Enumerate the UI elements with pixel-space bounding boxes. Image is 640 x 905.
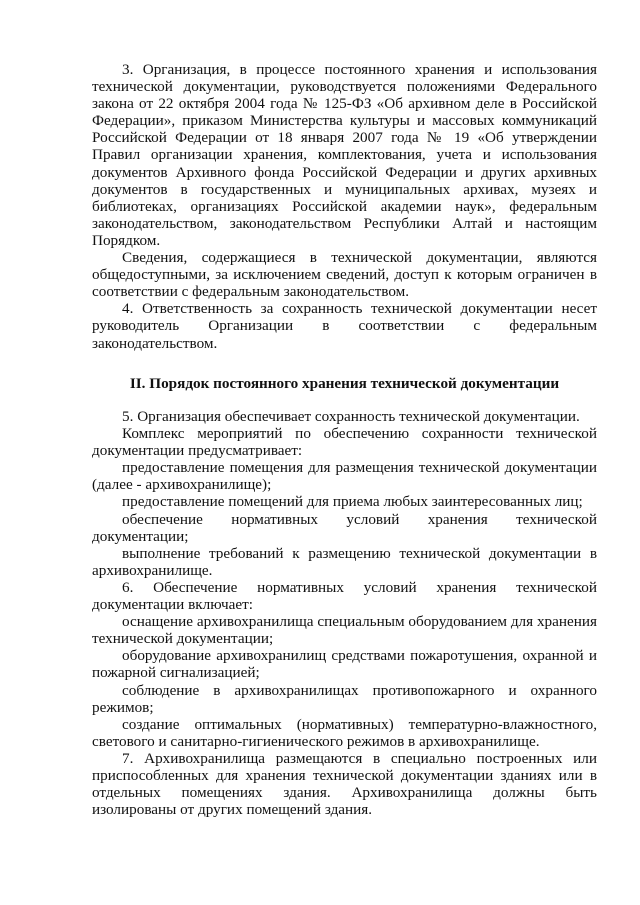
list-item: обеспечение нормативных условий хранения технической документации; xyxy=(92,510,597,545)
list-item: оборудование архивохранилищ средствами пожаротушения, охранной и пожарной сигнализацией; xyxy=(92,647,597,682)
paragraph-5: 5. Организация обеспечивает сохранность технической документации. xyxy=(122,408,580,425)
list-item: оснащение архивохранилища специальным оборудованием для хранения технической документации; xyxy=(92,613,597,648)
page-content xyxy=(92,61,597,819)
paragraph-7: 7. Архивохранилища размещаются в специально построенных или приспособленных для хранения технической документации зданиях или в отдельных помещениях здания. Архивохранилища должны быть изолированы от других помещений здания. xyxy=(92,749,597,819)
list-item: соблюдение в архивохранилищах противопожарного и охранного режимов; xyxy=(92,681,597,716)
paragraph-measures: Комплекс мероприятий по обеспечению сохранности технической документации предусматривает: xyxy=(92,425,597,460)
list-item: предоставление помещения для размещения технической документации (далее - архивохранилище); xyxy=(92,459,597,494)
section-1-body xyxy=(92,61,597,352)
paragraph-information: Сведения, содержащиеся в технической документации, являются общедоступными, за исключением сведений, доступ к которым ограничен в соответствии с федеральным законодательством. xyxy=(92,249,597,301)
list-item: создание оптимальных (нормативных) температурно-влажностного, светового и санитарно-гигиенического режимов в архивохранилище. xyxy=(92,715,597,750)
section-2-heading: II. Порядок постоянного хранения технической документации xyxy=(129,375,560,392)
paragraph-6: 6. Обеспечение нормативных условий хранения технической документации включает: xyxy=(92,578,597,614)
section-2-body xyxy=(92,408,597,818)
list-item: предоставление помещений для приема любых заинтересованных лиц; xyxy=(122,493,583,511)
list-item: выполнение требований к размещению технической документации в архивохранилище. xyxy=(92,544,597,579)
paragraph-4: 4. Ответственность за сохранность технической документации несет руководитель Организации в соответствии с федеральным законодательством. xyxy=(92,300,597,352)
paragraph-3: 3. Организация, в процессе постоянного хранения и использования технической документации, руководствуется положениями Федерального закона от 22 октября 2004 года № 125-ФЗ «Об архивном деле в Российской Федерации», приказом Министерства культуры и массовых коммуникаций Российской Федерации от 18 января 2007 года № 19 «Об утверждении Правил организации хранения, комплектования, учета и использования документов Архивного фонда Российской Федерации и других архивных документов в государственных и муниципальных архивах, музеях и библиотеках, организациях Российской академии наук», федеральным законодательством, законодательством Республики Алтай и настоящим Порядком. xyxy=(92,61,597,249)
